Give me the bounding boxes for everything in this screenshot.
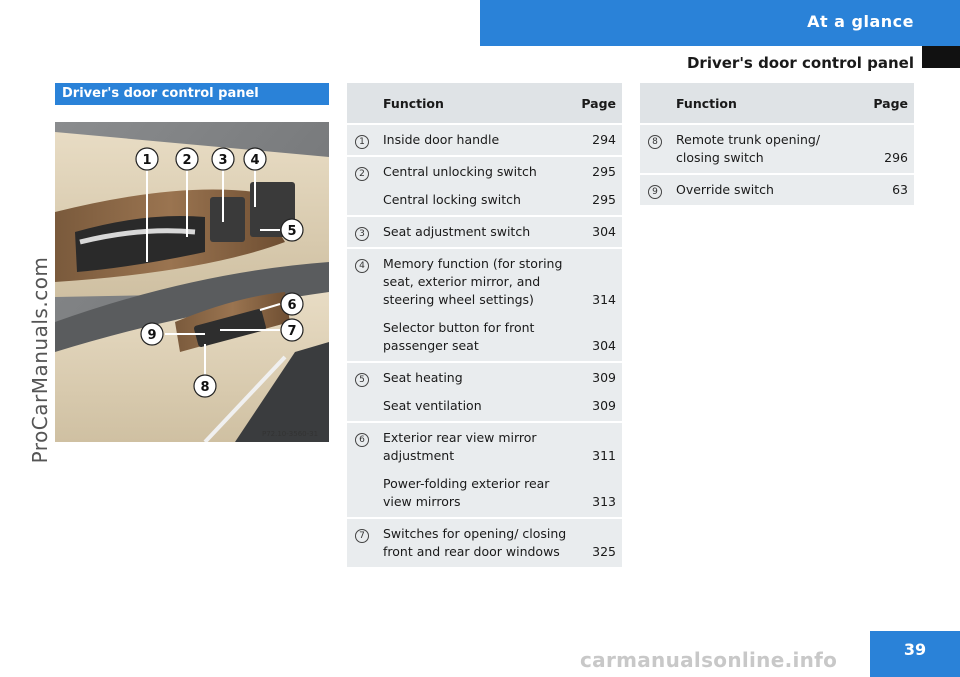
chapter-title: At a glance <box>807 12 914 31</box>
row-number <box>347 156 377 216</box>
callout-label: 9 <box>147 328 157 343</box>
callout-label: 2 <box>182 153 192 168</box>
page-ref: 325 <box>592 544 616 559</box>
page-cell <box>867 124 914 174</box>
function-cell <box>377 156 575 216</box>
function-text: Exterior rear view mirror adjustment <box>383 430 537 463</box>
table-body <box>347 124 622 568</box>
function-cell <box>670 174 867 206</box>
page-ref: 311 <box>592 448 616 463</box>
page-ref: 295 <box>592 164 616 179</box>
col-num <box>640 83 670 124</box>
function-text: Seat adjustment switch <box>383 224 531 239</box>
page-number: 39 <box>870 631 960 677</box>
function-text: Power-folding exterior rear view mirrors <box>383 476 550 509</box>
function-text: Remote trunk opening/ closing switch <box>676 132 821 165</box>
table-row <box>347 216 622 248</box>
page-ref: 309 <box>592 370 616 385</box>
callout-label: 6 <box>287 298 297 313</box>
row-number-badge: 8 <box>648 135 662 149</box>
function-text: Central unlocking switch <box>383 164 537 179</box>
running-title: Driver's door control panel <box>686 54 914 72</box>
function-cell <box>377 216 575 248</box>
function-text: Seat heating <box>383 370 463 385</box>
row-number-badge: 4 <box>355 259 369 273</box>
function-text: Switches for opening/ closing front and rear door windows <box>383 526 567 559</box>
function-cell <box>377 422 575 518</box>
col-num <box>347 83 377 124</box>
function-text: Selector button for front passenger seat <box>383 320 535 353</box>
function-cell <box>377 124 575 156</box>
row-number <box>347 422 377 518</box>
row-number-badge: 3 <box>355 227 369 241</box>
chapter-tab <box>480 0 960 46</box>
function-text: Inside door handle <box>383 132 500 147</box>
table-row <box>640 174 914 206</box>
page-cell <box>575 248 622 362</box>
table-row <box>347 422 622 518</box>
table-row <box>640 124 914 174</box>
function-table-left <box>347 83 622 569</box>
row-number <box>347 362 377 422</box>
page-cell <box>867 174 914 206</box>
row-number-badge: 2 <box>355 167 369 181</box>
function-text: Memory function (for storing seat, exterior mirror, and steering wheel settings) <box>383 256 563 307</box>
page-ref: 63 <box>892 182 908 197</box>
col-page: Page <box>867 83 914 124</box>
footer-watermark: carmanualsonline.info <box>580 648 838 672</box>
corner-marker <box>922 46 960 68</box>
function-text: Override switch <box>676 182 774 197</box>
row-number <box>347 124 377 156</box>
function-text: Seat ventilation <box>383 398 482 413</box>
section-title: Driver's door control panel <box>55 83 329 105</box>
row-number <box>640 124 670 174</box>
page-cell <box>575 518 622 568</box>
callout-label: 4 <box>250 153 260 168</box>
function-text: Central locking switch <box>383 192 521 207</box>
page-ref: 304 <box>592 224 616 239</box>
table-row <box>347 362 622 422</box>
page-cell <box>575 422 622 518</box>
page-cell <box>575 124 622 156</box>
page-ref: 296 <box>884 150 908 165</box>
side-watermark: ProCarManuals.com <box>28 256 52 464</box>
page-ref: 295 <box>592 192 616 207</box>
figure-caption: P72.10-3560-31 <box>262 430 319 438</box>
col-page: Page <box>575 83 622 124</box>
page-ref: 314 <box>592 292 616 307</box>
row-number-badge: 9 <box>648 185 662 199</box>
page-cell <box>575 362 622 422</box>
table-row <box>347 518 622 568</box>
row-number-badge: 5 <box>355 373 369 387</box>
page-ref: 309 <box>592 398 616 413</box>
function-cell <box>377 518 575 568</box>
function-cell <box>377 362 575 422</box>
function-cell <box>377 248 575 362</box>
page-cell <box>575 156 622 216</box>
callout-label: 1 <box>142 153 152 168</box>
function-cell <box>670 124 867 174</box>
page-ref: 313 <box>592 494 616 509</box>
row-number <box>347 216 377 248</box>
row-number <box>347 248 377 362</box>
row-number-badge: 1 <box>355 135 369 149</box>
row-number <box>640 174 670 206</box>
callout-label: 8 <box>200 380 210 395</box>
page-cell <box>575 216 622 248</box>
callout-label: 5 <box>287 224 297 239</box>
table-row <box>347 156 622 216</box>
page-ref: 294 <box>592 132 616 147</box>
row-number <box>347 518 377 568</box>
callout-label: 7 <box>287 324 297 339</box>
door-panel-photo <box>55 122 329 442</box>
table-body <box>640 124 914 206</box>
page-ref: 304 <box>592 338 616 353</box>
table-row <box>347 248 622 362</box>
row-number-badge: 6 <box>355 433 369 447</box>
callout-label: 3 <box>218 153 228 168</box>
table-row <box>347 124 622 156</box>
col-function: Function <box>377 83 575 124</box>
function-table-right <box>640 83 914 207</box>
row-number-badge: 7 <box>355 529 369 543</box>
col-function: Function <box>670 83 867 124</box>
